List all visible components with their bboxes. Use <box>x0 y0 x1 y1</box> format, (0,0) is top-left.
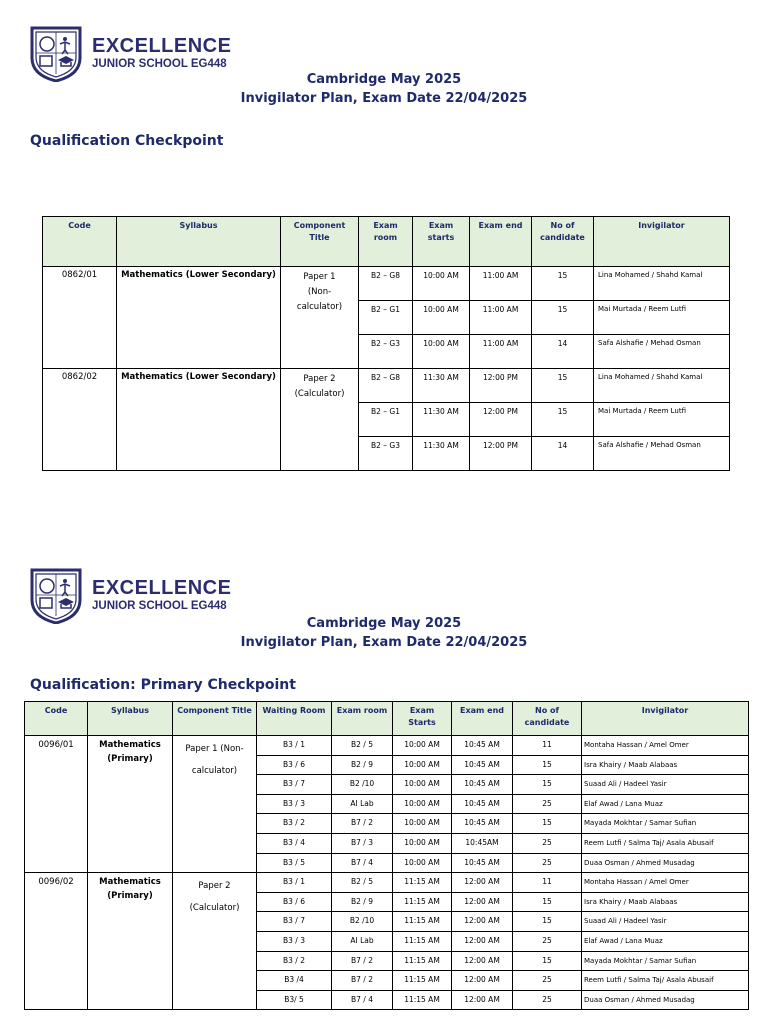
end-cell: 12:00 PM <box>470 403 532 437</box>
end-cell: 10:45AM <box>452 833 513 853</box>
component-cell: Paper 1 (Non-calculator) <box>281 267 359 369</box>
room-cell: B2 / 9 <box>332 892 393 912</box>
header-cell: Exam starts <box>413 217 470 267</box>
end-cell: 12:00 PM <box>470 437 532 471</box>
start-cell: 10:00 AM <box>393 755 452 775</box>
end-cell: 12:00 AM <box>452 873 513 893</box>
invigilator-cell: Montaha Hassan / Amel Omer <box>582 736 749 756</box>
header-cell: Code <box>25 702 88 736</box>
end-cell: 12:00 AM <box>452 990 513 1010</box>
start-cell: 11:15 AM <box>393 971 452 991</box>
waiting-room-cell: B3/ 5 <box>257 990 332 1010</box>
invigilator-cell: Lina Mohamed / Shahd Kamal <box>594 267 730 301</box>
room-cell: B2 /10 <box>332 775 393 795</box>
invigilator-cell: Mai Murtada / Reem Lutfi <box>594 403 730 437</box>
header-cell: No of candidate <box>513 702 582 736</box>
start-cell: 10:00 AM <box>393 736 452 756</box>
qualification-title-2: Qualification: Primary Checkpoint <box>30 677 296 693</box>
invigilator-table-1 <box>42 216 730 471</box>
room-cell: B2 / 5 <box>332 736 393 756</box>
waiting-room-cell: B3 / 2 <box>257 951 332 971</box>
candidates-cell: 15 <box>513 912 582 932</box>
waiting-room-cell: B3 / 3 <box>257 931 332 951</box>
invigilator-cell: Lina Mohamed / Shahd Kamal <box>594 369 730 403</box>
candidates-cell: 25 <box>513 990 582 1010</box>
invigilator-cell: Mayada Mokhtar / Samar Sufian <box>582 814 749 834</box>
end-cell: 10:45 AM <box>452 736 513 756</box>
logo-name: EXCELLENCE <box>92 576 232 599</box>
start-cell: 10:00 AM <box>393 833 452 853</box>
room-cell: B2 – G1 <box>359 403 413 437</box>
start-cell: 11:30 AM <box>413 437 470 471</box>
room-cell: B2 / 5 <box>332 873 393 893</box>
table-row <box>25 873 749 893</box>
room-cell: B2 / 9 <box>332 755 393 775</box>
start-cell: 10:00 AM <box>393 814 452 834</box>
component-cell: Paper 2 (Calculator) <box>173 873 257 1010</box>
invigilator-cell: Safa Alshafie / Mehad Osman <box>594 335 730 369</box>
end-cell: 10:45 AM <box>452 853 513 873</box>
waiting-room-cell: B3 / 7 <box>257 775 332 795</box>
invigilator-cell: Suaad Ali / Hadeel Yasir <box>582 912 749 932</box>
start-cell: 11:30 AM <box>413 403 470 437</box>
candidates-cell: 14 <box>532 335 594 369</box>
candidates-cell: 15 <box>513 814 582 834</box>
room-cell: B2 – G8 <box>359 369 413 403</box>
invigilator-cell: Isra Khairy / Maab Alabaas <box>582 755 749 775</box>
start-cell: 11:15 AM <box>393 912 452 932</box>
start-cell: 10:00 AM <box>413 301 470 335</box>
invigilator-cell: Duaa Osman / Ahmed Musadag <box>582 853 749 873</box>
start-cell: 10:00 AM <box>413 267 470 301</box>
invigilator-cell: Safa Alshafie / Mehad Osman <box>594 437 730 471</box>
candidates-cell: 15 <box>513 951 582 971</box>
start-cell: 11:15 AM <box>393 990 452 1010</box>
candidates-cell: 15 <box>532 301 594 335</box>
candidates-cell: 11 <box>513 873 582 893</box>
table-row <box>25 736 749 756</box>
logo-name: EXCELLENCE <box>92 34 232 57</box>
header-cell: Exam room <box>332 702 393 736</box>
room-cell: B2 – G8 <box>359 267 413 301</box>
header-cell: Component Title <box>281 217 359 267</box>
waiting-room-cell: B3 / 6 <box>257 755 332 775</box>
candidates-cell: 25 <box>513 833 582 853</box>
heading-subtitle: Invigilator Plan, Exam Date 22/04/2025 <box>240 91 528 106</box>
room-cell: B2 – G3 <box>359 335 413 369</box>
header-cell: Code <box>43 217 117 267</box>
invigilator-cell: Reem Lutfi / Salma Taj/ Asala Abusaif <box>582 971 749 991</box>
header-cell: No of candidate <box>532 217 594 267</box>
exam-heading-2 <box>0 614 768 652</box>
exam-heading-1 <box>0 70 768 108</box>
invigilator-table-2 <box>24 701 749 1010</box>
code-cell: 0096/02 <box>25 873 88 1010</box>
code-cell: 0096/01 <box>25 736 88 873</box>
invigilator-cell: Suaad Ali / Hadeel Yasir <box>582 775 749 795</box>
end-cell: 10:45 AM <box>452 755 513 775</box>
waiting-room-cell: B3 / 1 <box>257 736 332 756</box>
header-cell: Exam end <box>452 702 513 736</box>
candidates-cell: 15 <box>513 755 582 775</box>
header-cell: Exam Starts <box>393 702 452 736</box>
invigilator-cell: Duaa Osman / Ahmed Musadag <box>582 990 749 1010</box>
candidates-cell: 15 <box>532 369 594 403</box>
start-cell: 11:15 AM <box>393 931 452 951</box>
candidates-cell: 11 <box>513 736 582 756</box>
header-cell: Syllabus <box>117 217 281 267</box>
table-row <box>43 369 730 403</box>
invigilator-cell: Elaf Awad / Lana Muaz <box>582 794 749 814</box>
qualification-title-1: Qualification Checkpoint <box>30 133 224 149</box>
waiting-room-cell: B3 / 4 <box>257 833 332 853</box>
candidates-cell: 25 <box>513 971 582 991</box>
candidates-cell: 25 <box>513 794 582 814</box>
invigilator-cell: Reem Lutfi / Salma Taj/ Asala Abusaif <box>582 833 749 853</box>
start-cell: 10:00 AM <box>393 794 452 814</box>
start-cell: 10:00 AM <box>393 853 452 873</box>
header-cell: Component Title <box>173 702 257 736</box>
end-cell: 10:45 AM <box>452 814 513 834</box>
waiting-room-cell: B3 / 2 <box>257 814 332 834</box>
room-cell: B2 – G1 <box>359 301 413 335</box>
end-cell: 11:00 AM <box>470 335 532 369</box>
end-cell: 10:45 AM <box>452 794 513 814</box>
header-cell: Syllabus <box>88 702 173 736</box>
invigilator-cell: Mayada Mokhtar / Samar Sufian <box>582 951 749 971</box>
end-cell: 10:45 AM <box>452 775 513 795</box>
end-cell: 12:00 AM <box>452 971 513 991</box>
invigilator-cell: Elaf Awad / Lana Muaz <box>582 931 749 951</box>
room-cell: B2 – G3 <box>359 437 413 471</box>
room-cell: B7 / 4 <box>332 990 393 1010</box>
heading-title: Cambridge May 2025 <box>306 72 462 87</box>
room-cell: AI Lab <box>332 931 393 951</box>
syllabus-cell: Mathematics (Primary) <box>88 736 173 873</box>
start-cell: 10:00 AM <box>413 335 470 369</box>
table-body <box>25 736 749 1010</box>
end-cell: 11:00 AM <box>470 301 532 335</box>
logo-subtitle: JUNIOR SCHOOL EG448 <box>92 599 227 612</box>
end-cell: 12:00 AM <box>452 912 513 932</box>
room-cell: B7 / 3 <box>332 833 393 853</box>
room-cell: B7 / 2 <box>332 951 393 971</box>
waiting-room-cell: B3 / 6 <box>257 892 332 912</box>
candidates-cell: 15 <box>513 892 582 912</box>
start-cell: 10:00 AM <box>393 775 452 795</box>
waiting-room-cell: B3 / 3 <box>257 794 332 814</box>
heading-title: Cambridge May 2025 <box>306 616 462 631</box>
invigilator-cell: Isra Khairy / Maab Alabaas <box>582 892 749 912</box>
start-cell: 11:15 AM <box>393 951 452 971</box>
start-cell: 11:15 AM <box>393 873 452 893</box>
header-cell: Waiting Room <box>257 702 332 736</box>
candidates-cell: 25 <box>513 931 582 951</box>
invigilator-cell: Mai Murtada / Reem Lutfi <box>594 301 730 335</box>
invigilator-cell: Montaha Hassan / Amel Omer <box>582 873 749 893</box>
candidates-cell: 15 <box>532 267 594 301</box>
candidates-cell: 25 <box>513 853 582 873</box>
end-cell: 12:00 AM <box>452 931 513 951</box>
waiting-room-cell: B3 / 1 <box>257 873 332 893</box>
room-cell: B7 / 2 <box>332 814 393 834</box>
candidates-cell: 14 <box>532 437 594 471</box>
table-row <box>43 267 730 301</box>
room-cell: B2 /10 <box>332 912 393 932</box>
room-cell: AI Lab <box>332 794 393 814</box>
code-cell: 0862/02 <box>43 369 117 471</box>
candidates-cell: 15 <box>532 403 594 437</box>
start-cell: 11:30 AM <box>413 369 470 403</box>
header-cell: Invigilator <box>582 702 749 736</box>
room-cell: B7 / 2 <box>332 971 393 991</box>
waiting-room-cell: B3 / 5 <box>257 853 332 873</box>
candidates-cell: 15 <box>513 775 582 795</box>
end-cell: 11:00 AM <box>470 267 532 301</box>
component-cell: Paper 2 (Calculator) <box>281 369 359 471</box>
heading-subtitle: Invigilator Plan, Exam Date 22/04/2025 <box>240 635 528 650</box>
syllabus-cell: Mathematics (Primary) <box>88 873 173 1010</box>
header-cell: Exam room <box>359 217 413 267</box>
start-cell: 11:15 AM <box>393 892 452 912</box>
syllabus-cell: Mathematics (Lower Secondary) <box>117 267 281 369</box>
waiting-room-cell: B3 / 7 <box>257 912 332 932</box>
header-cell: Exam end <box>470 217 532 267</box>
end-cell: 12:00 AM <box>452 951 513 971</box>
end-cell: 12:00 AM <box>452 892 513 912</box>
logo-subtitle: JUNIOR SCHOOL EG448 <box>92 57 227 70</box>
end-cell: 12:00 PM <box>470 369 532 403</box>
syllabus-cell: Mathematics (Lower Secondary) <box>117 369 281 471</box>
header-cell: Invigilator <box>594 217 730 267</box>
component-cell: Paper 1 (Non-calculator) <box>173 736 257 873</box>
room-cell: B7 / 4 <box>332 853 393 873</box>
waiting-room-cell: B3 /4 <box>257 971 332 991</box>
code-cell: 0862/01 <box>43 267 117 369</box>
